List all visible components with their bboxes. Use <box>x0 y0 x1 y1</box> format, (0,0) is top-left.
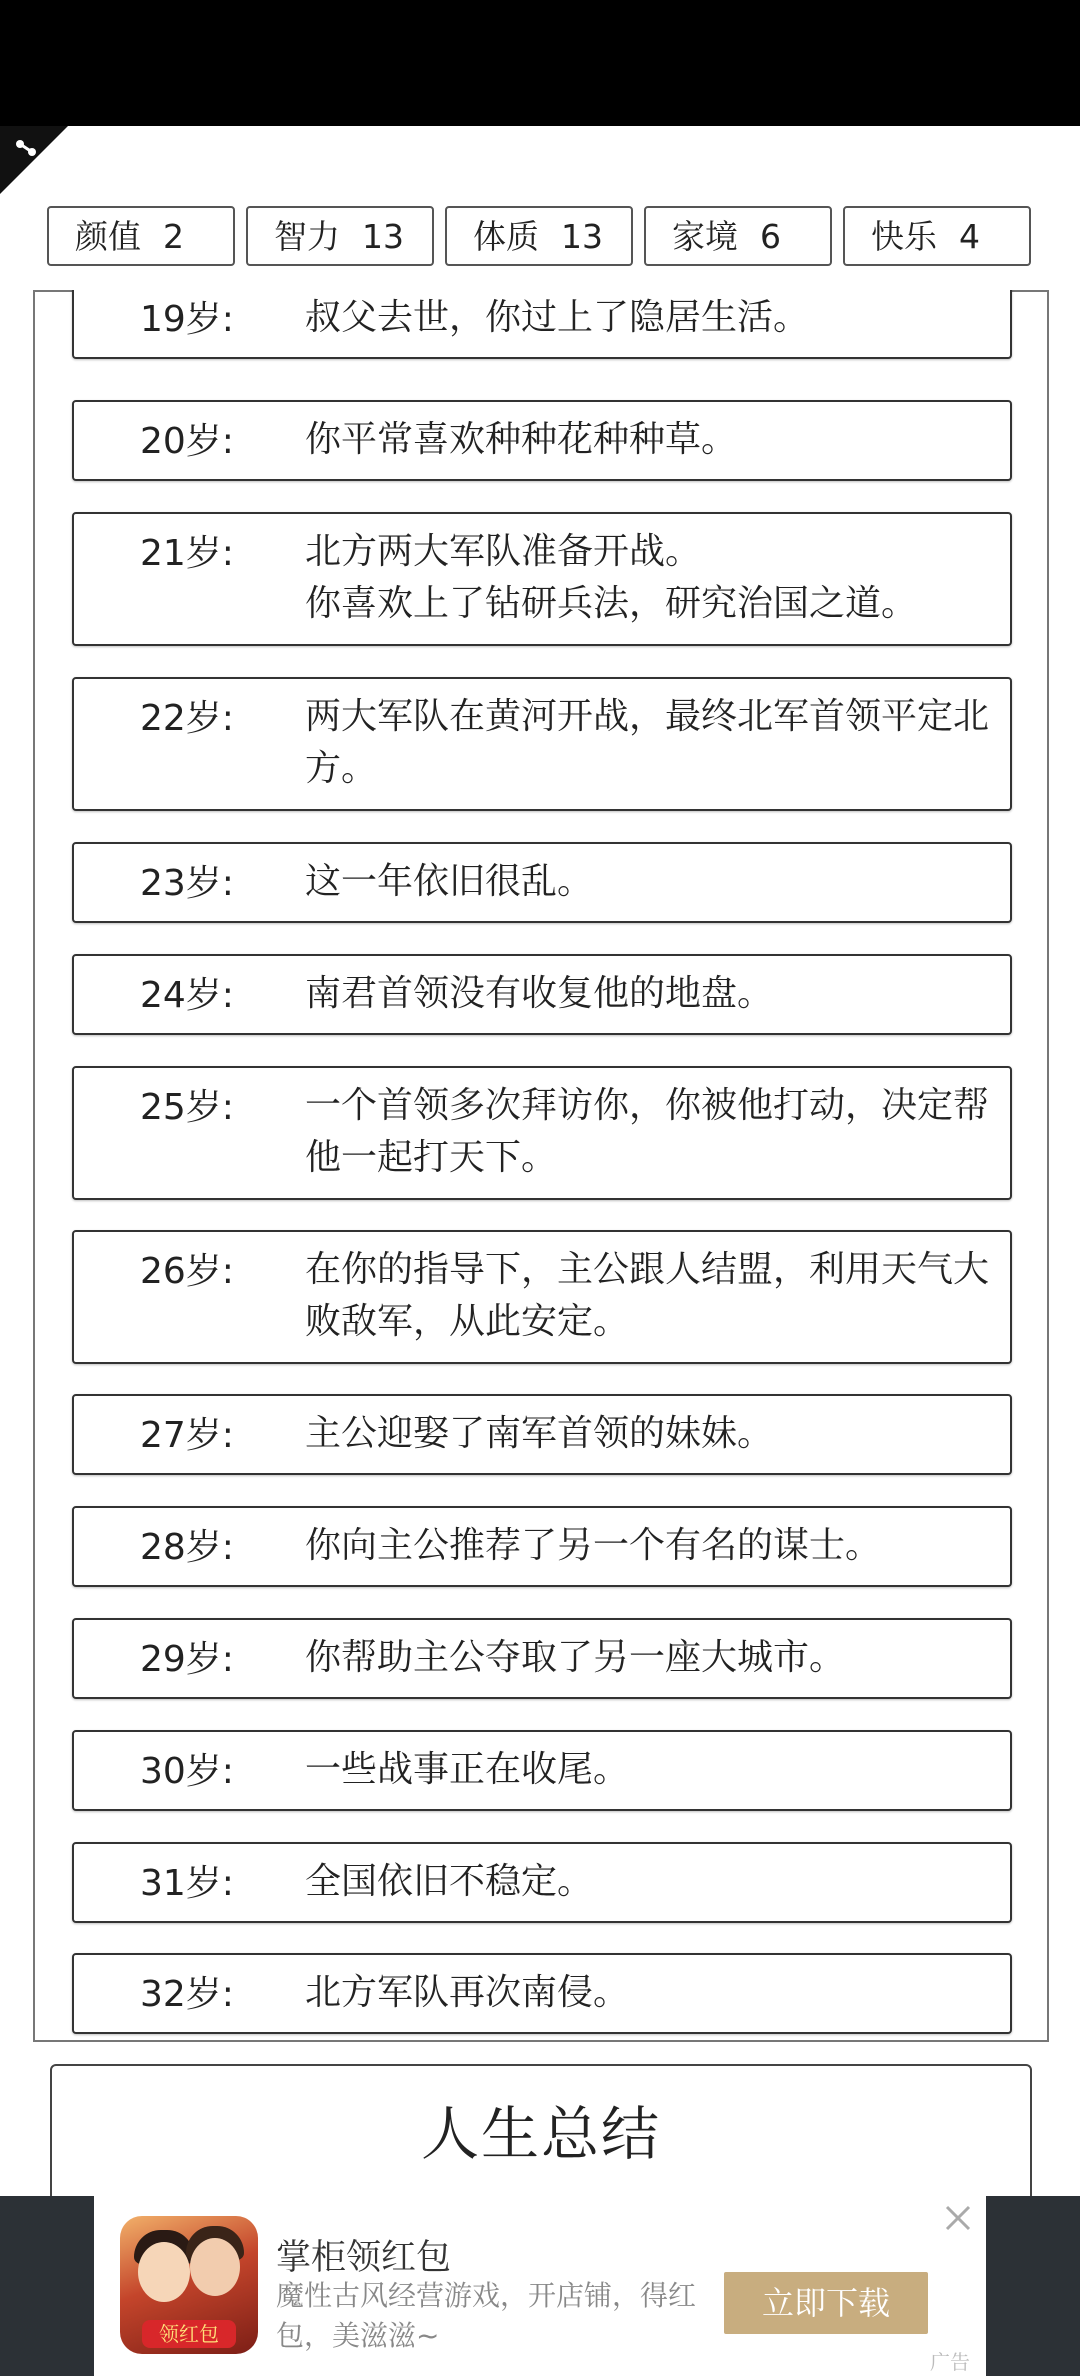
event-row <box>72 1953 1012 2034</box>
event-text: 主公迎娶了南军首领的妹妹。 <box>305 1413 774 1454</box>
ad-title: 掌柜领红包 <box>276 2238 452 2278</box>
event-text: 北方军队再次南侵。 <box>305 1972 630 2013</box>
event-age: 23岁: <box>140 863 234 904</box>
ad-description: 魔性古风经营游戏，开店铺，得红包，美滋滋~ <box>276 2279 697 2352</box>
event-text: 在你的指导下，主公跟人结盟，利用天气大败敌军，从此安定。 <box>305 1249 990 1342</box>
stat-happiness: 快乐 4 <box>843 206 1031 266</box>
event-row <box>72 842 1012 923</box>
life-events-list[interactable] <box>33 290 1049 2042</box>
event-row <box>72 1506 1012 1587</box>
back-corner-icon[interactable] <box>0 126 68 194</box>
event-age: 30岁: <box>140 1751 234 1792</box>
event-text: 两大军队在黄河开战，最终北军首领平定北方。 <box>305 696 990 789</box>
life-summary-button[interactable]: 人生总结 <box>50 2064 1032 2204</box>
attribute-bar <box>47 206 1035 270</box>
event-age: 32岁: <box>140 1974 234 2015</box>
close-icon[interactable] <box>944 2204 972 2232</box>
stat-intelligence: 智力 13 <box>246 206 434 266</box>
event-age: 19岁: <box>140 299 234 340</box>
stat-physique: 体质 13 <box>445 206 633 266</box>
event-row <box>72 400 1012 481</box>
event-age: 20岁: <box>140 421 234 462</box>
event-text: 你平常喜欢种种花种种草。 <box>305 419 738 460</box>
event-row <box>72 677 1012 811</box>
event-age: 24岁: <box>140 975 234 1016</box>
event-row <box>72 290 1012 359</box>
event-row <box>72 1066 1012 1200</box>
event-text: 叔父去世，你过上了隐居生活。 <box>305 297 810 338</box>
stat-appearance: 颜值 2 <box>47 206 235 266</box>
ad-app-icon[interactable] <box>120 2216 258 2354</box>
ad-card[interactable] <box>94 2196 986 2376</box>
ad-banner <box>0 2196 1080 2376</box>
event-age: 29岁: <box>140 1639 234 1680</box>
event-age: 28岁: <box>140 1527 234 1568</box>
event-row <box>72 1730 1012 1811</box>
event-text: 你帮助主公夺取了另一座大城市。 <box>305 1637 846 1678</box>
event-text: 北方两大军队准备开战。 你喜欢上了钻研兵法，研究治国之道。 <box>305 531 918 624</box>
event-row <box>72 512 1012 646</box>
stat-family: 家境 6 <box>644 206 832 266</box>
event-text: 你向主公推荐了另一个有名的谋士。 <box>305 1525 882 1566</box>
event-age: 22岁: <box>140 698 234 739</box>
event-text: 全国依旧不稳定。 <box>305 1861 594 1902</box>
event-row <box>72 1618 1012 1699</box>
event-text: 这一年依旧很乱。 <box>305 861 594 902</box>
event-row <box>72 1842 1012 1923</box>
event-age: 27岁: <box>140 1415 234 1456</box>
event-row <box>72 954 1012 1035</box>
ad-label: 广告 <box>930 2350 970 2374</box>
status-bar <box>0 0 1080 126</box>
event-text: 一个首领多次拜访你，你被他打动，决定帮他一起打天下。 <box>305 1085 990 1178</box>
ad-icon-badge: 领红包 <box>142 2320 236 2348</box>
event-text: 一些战事正在收尾。 <box>305 1749 630 1790</box>
event-age: 31岁: <box>140 1863 234 1904</box>
event-age: 21岁: <box>140 533 234 574</box>
event-age: 26岁: <box>140 1251 234 1292</box>
event-text: 南君首领没有收复他的地盘。 <box>305 973 774 1014</box>
event-row <box>72 1394 1012 1475</box>
event-age: 25岁: <box>140 1087 234 1128</box>
event-row <box>72 1230 1012 1364</box>
ad-download-button[interactable]: 立即下载 <box>724 2272 928 2334</box>
